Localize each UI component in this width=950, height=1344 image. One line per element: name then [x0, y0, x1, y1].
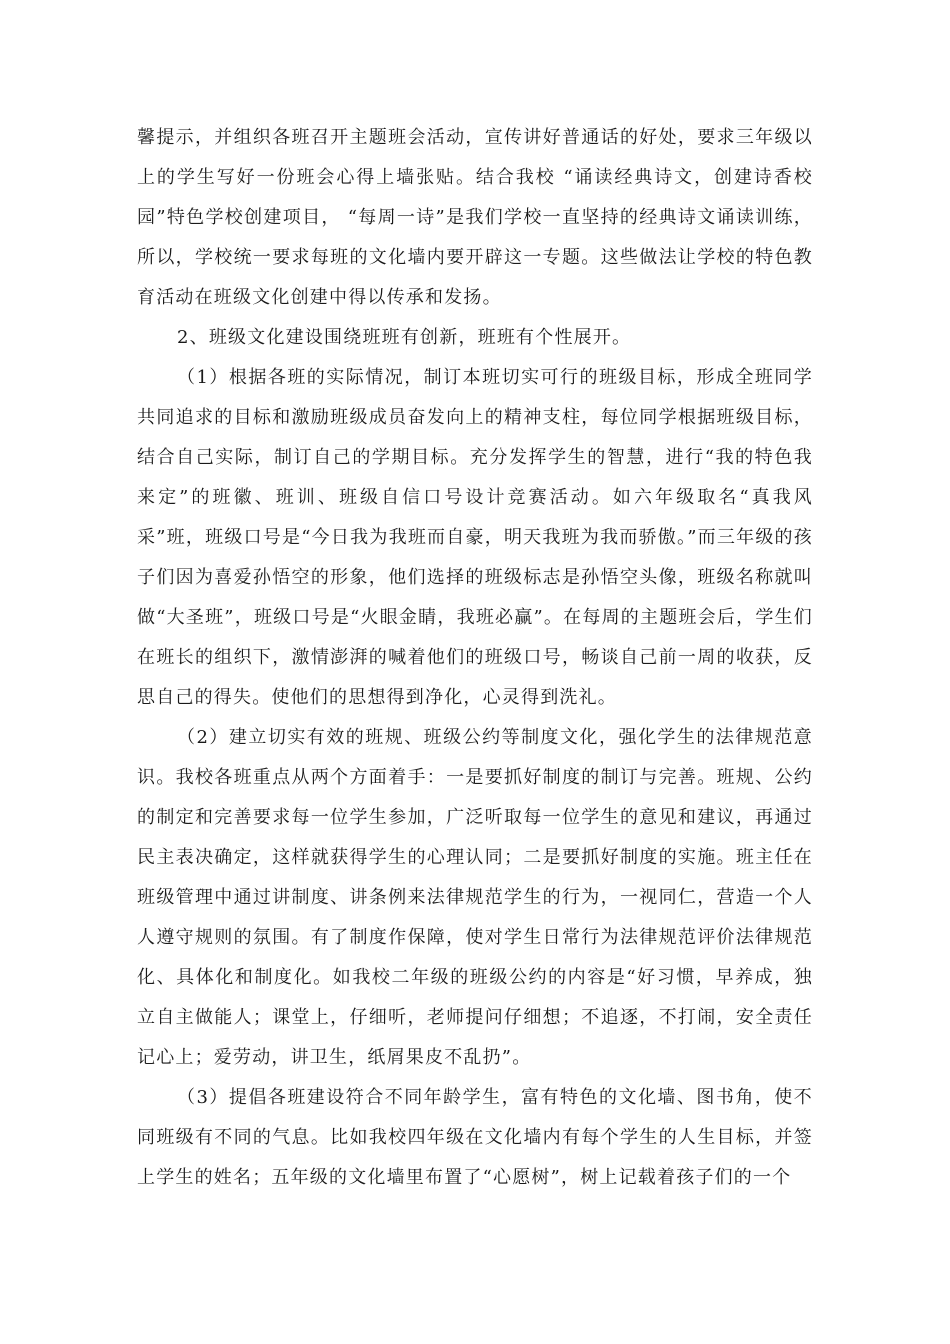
paragraph-item-2: （2）建立切实有效的班规、班级公约等制度文化，强化学生的法律规范意识。我校各班重点从两个方面着手：一是要抓好制度的制订与完善。班规、公约的制定和完善要求每一位学生参加，广泛听取每一位学生的意见和建议，再通过民主表决确定，这样就获得学生的心理认同；二是要抓好制度的实施。班主任在班级管理中通过讲制度、讲条例来法律规范学生的行为，一视同仁，营造一个人人遵守规则的氛围。有了制度作保障，使对学生日常行为法律规范评价法律规范化、具体化和制度化。如我校二年级的班级公约的内容是“好习惯，早养成，独立自主做能人；课堂上，仔细听，老师提问仔细想；不追逐，不打闹，安全责任记心上；爱劳动，讲卫生，纸屑果皮不乱扔”。 — [137, 727, 813, 1068]
section-heading: 2、班级文化建设围绕班班有创新，班班有个性展开。 — [177, 327, 632, 348]
paragraph-continuation: 馨提示，并组织各班召开主题班会活动，宣传讲好普通话的好处，要求三年级以上的学生写好一份班会心得上墙张贴。结合我校 “诵读经典诗文，创建诗香校园”特色学校创建项目， “每周一诗”是我们学校一直坚持的经典诗文诵读训练，所以，学校统一要求每班的文化墙内要开辟这一专题。这些做法让学校的特色教育活动在班级文化创建中得以传承和发扬。 — [137, 127, 813, 308]
document-page — [137, 118, 813, 1198]
paragraph-item-3: （3）提倡各班建设符合不同年龄学生，富有特色的文化墙、图书角，使不同班级有不同的气息。比如我校四年级在文化墙内有每个学生的人生目标，并签上学生的姓名；五年级的文化墙里布置了“心愿树”，树上记载着孩子们的一个 — [137, 1087, 813, 1188]
paragraph-item-1: （1）根据各班的实际情况，制订本班切实可行的班级目标，形成全班同学共同追求的目标和激励班级成员奋发向上的精神支柱，每位同学根据班级目标，结合自己实际，制订自己的学期目标。充分发挥学生的智慧，进行“我的特色我来定”的班徽、班训、班级自信口号设计竞赛活动。如六年级取名“真我风采”班，班级口号是“今日我为我班而自豪，明天我班为我而骄傲。”而三年级的孩子们因为喜爱孙悟空的形象，他们选择的班级标志是孙悟空头像，班级名称就叫做“大圣班”，班级口号是“火眼金睛，我班必赢”。在每周的主题班会后，学生们在班长的组织下，激情澎湃的喊着他们的班级口号，畅谈自己前一周的收获，反思自己的得失。使他们的思想得到净化，心灵得到洗礼。 — [137, 367, 813, 708]
